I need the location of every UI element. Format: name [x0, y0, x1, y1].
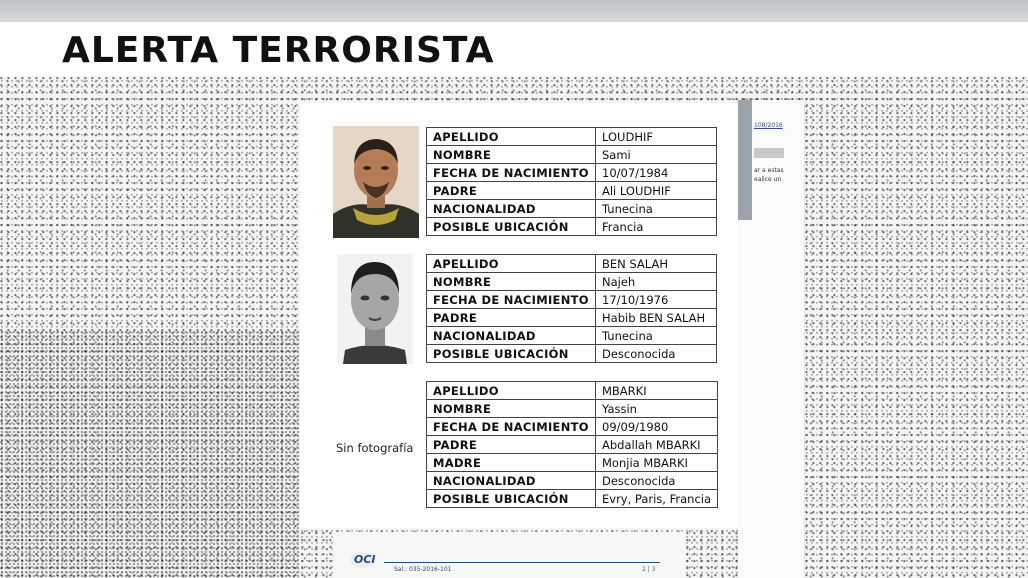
field-label: PADRE	[427, 309, 596, 327]
alert-banner	[0, 22, 1028, 76]
field-label: NACIONALIDAD	[427, 327, 596, 345]
table-row	[427, 309, 717, 327]
field-label: POSIBLE UBICACIÓN	[427, 345, 596, 363]
field-value: Najeh	[596, 273, 717, 291]
field-value: Tunecina	[596, 327, 717, 345]
suspect-photo	[333, 126, 419, 238]
document-footer	[334, 532, 686, 578]
table-row	[427, 164, 717, 182]
back-page-link: 108/2016	[754, 122, 783, 129]
noise-dark-patch	[0, 330, 300, 578]
field-value: MBARKI	[596, 382, 718, 400]
field-value: Sami	[596, 146, 717, 164]
field-value: Yassin	[596, 400, 718, 418]
field-label: FECHA DE NACIMIENTO	[427, 164, 596, 182]
field-value: 10/07/1984	[596, 164, 717, 182]
suspect-table	[426, 254, 717, 363]
field-value: Abdallah MBARKI	[596, 436, 718, 454]
footer-divider	[384, 562, 660, 563]
footer-reference: Sal.: 035-2016-101	[394, 566, 452, 573]
back-page-text: ealice un	[754, 176, 782, 183]
back-page-strip	[738, 100, 752, 220]
suspect-photo	[337, 254, 413, 364]
field-label: POSIBLE UBICACIÓN	[427, 218, 596, 236]
field-label: APELLIDO	[427, 255, 596, 273]
table-row	[427, 128, 717, 146]
table-row	[427, 182, 717, 200]
field-value: BEN SALAH	[596, 255, 717, 273]
field-label: NOMBRE	[427, 400, 596, 418]
table-row	[427, 418, 718, 436]
back-page-text: ar a estas	[754, 167, 784, 174]
table-row	[427, 200, 717, 218]
field-value: Ali LOUDHIF	[596, 182, 717, 200]
field-value: Tunecina	[596, 200, 717, 218]
field-label: PADRE	[427, 182, 596, 200]
top-bar	[0, 0, 1028, 22]
field-label: PADRE	[427, 436, 596, 454]
table-row	[427, 382, 718, 400]
field-value: Habib BEN SALAH	[596, 309, 717, 327]
table-row	[427, 345, 717, 363]
mugshot-image	[333, 126, 419, 238]
field-label: APELLIDO	[427, 128, 596, 146]
field-value: 09/09/1980	[596, 418, 718, 436]
banner-title: ALERTA TERRORISTA	[62, 30, 495, 71]
table-row	[427, 291, 717, 309]
field-value: LOUDHIF	[596, 128, 717, 146]
table-row	[427, 436, 718, 454]
table-row	[427, 146, 717, 164]
field-label: NOMBRE	[427, 273, 596, 291]
back-page-bar	[754, 148, 784, 158]
field-label: NOMBRE	[427, 146, 596, 164]
field-label: POSIBLE UBICACIÓN	[427, 490, 596, 508]
field-value: Desconocida	[596, 345, 717, 363]
field-label: FECHA DE NACIMIENTO	[427, 291, 596, 309]
footer-page-number: 2 | 3	[642, 566, 656, 573]
field-value: Desconocida	[596, 472, 718, 490]
field-value: Monjia MBARKI	[596, 454, 718, 472]
oci-logo-text: OCI	[354, 553, 376, 566]
field-label: MADRE	[427, 454, 596, 472]
field-value: 17/10/1976	[596, 291, 717, 309]
mugshot-image	[337, 254, 413, 364]
field-label: NACIONALIDAD	[427, 200, 596, 218]
table-row	[427, 454, 718, 472]
table-row	[427, 218, 717, 236]
table-row	[427, 400, 718, 418]
table-row	[427, 327, 717, 345]
field-value: Francia	[596, 218, 717, 236]
field-label: APELLIDO	[427, 382, 596, 400]
field-value: Evry, Paris, Francia	[596, 490, 718, 508]
field-label: NACIONALIDAD	[427, 472, 596, 490]
field-label: FECHA DE NACIMIENTO	[427, 418, 596, 436]
suspect-table	[426, 381, 718, 508]
table-row	[427, 255, 717, 273]
suspect-table	[426, 127, 717, 236]
table-row	[427, 472, 718, 490]
table-row	[427, 490, 718, 508]
no-photo-label: Sin fotografía	[336, 441, 414, 455]
table-row	[427, 273, 717, 291]
